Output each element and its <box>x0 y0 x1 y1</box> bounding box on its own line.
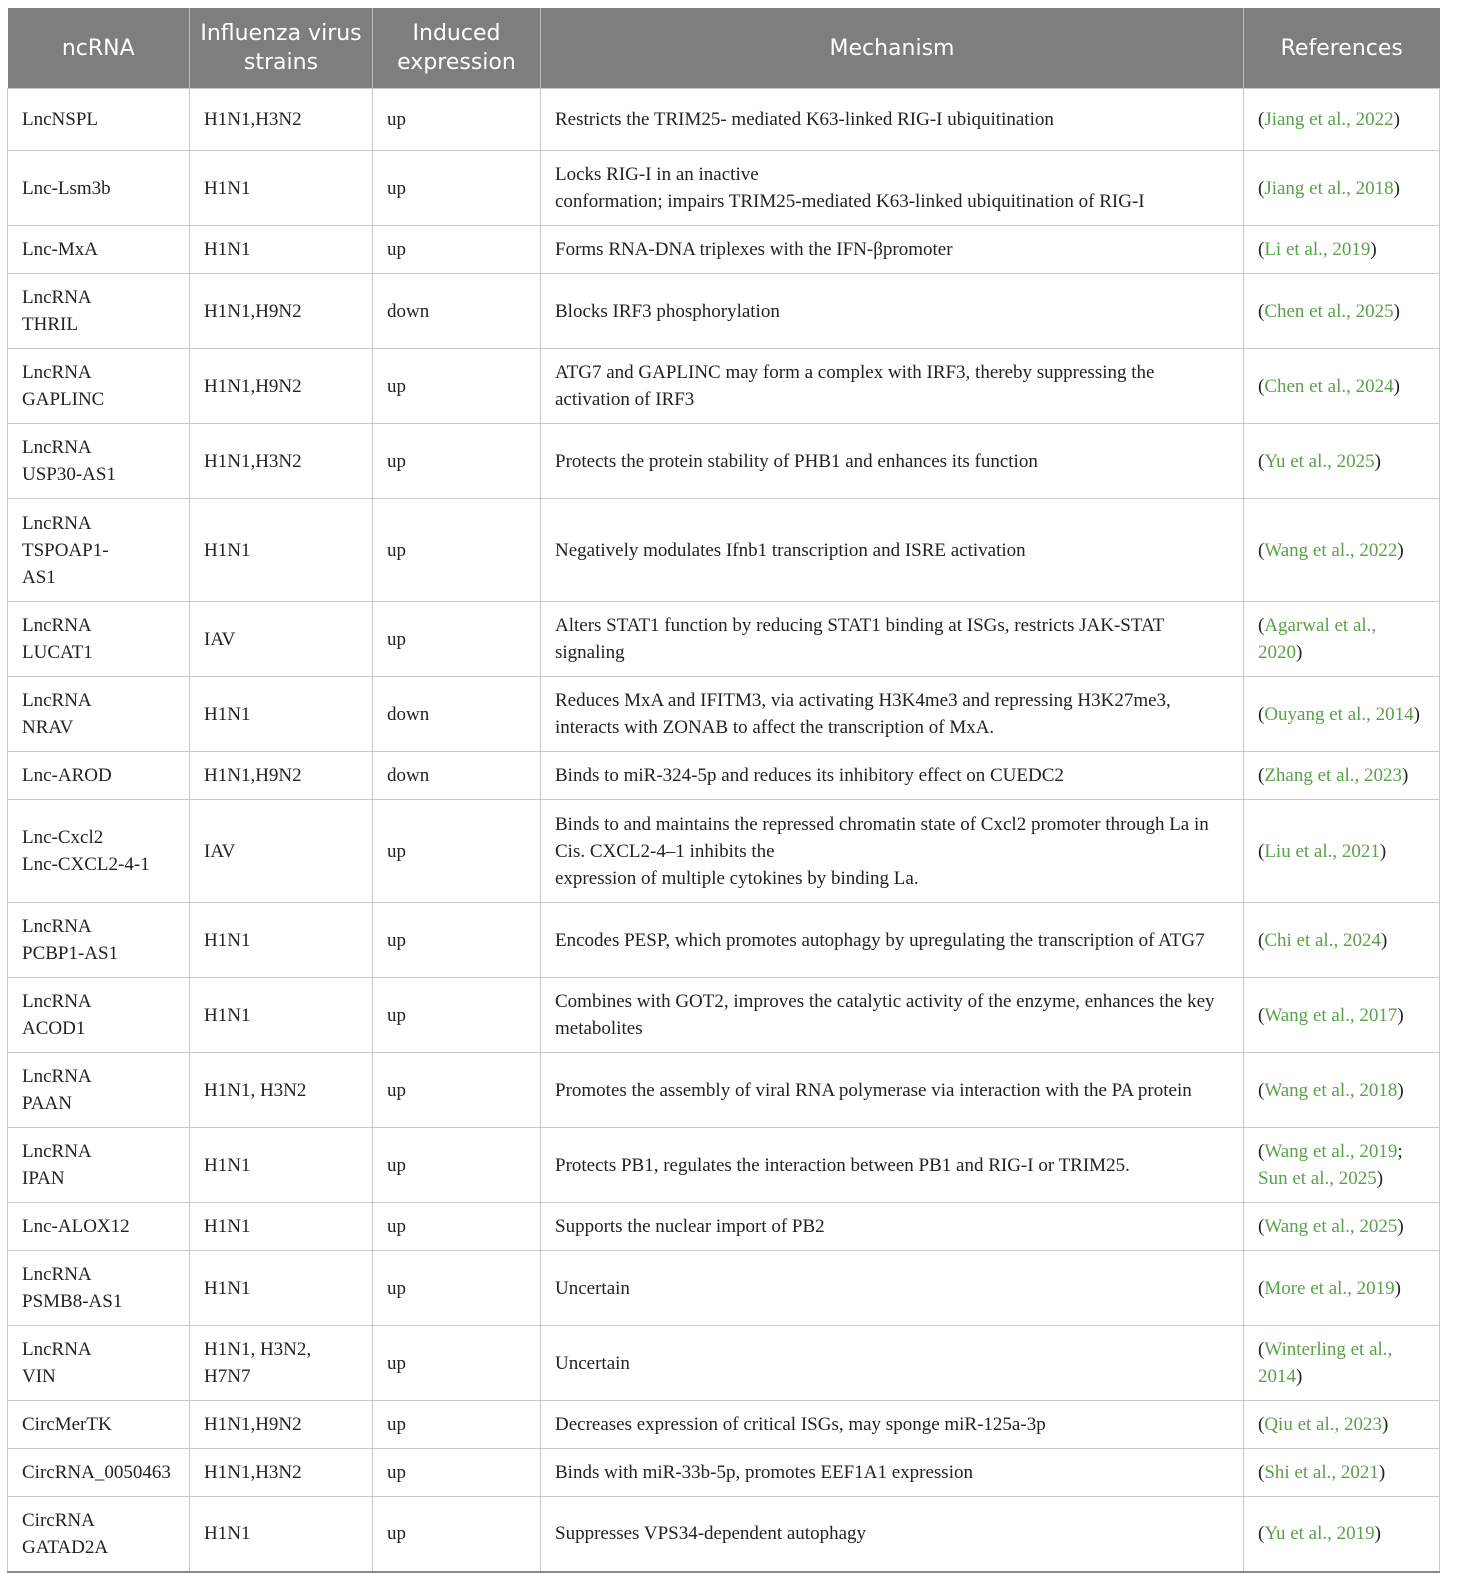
expression-cell: up <box>373 1203 541 1251</box>
ncrna-cell <box>8 226 190 274</box>
references-cell <box>1244 1053 1440 1128</box>
mechanism-line: Decreases expression of critical ISGs, may sponge miR-125a-3p <box>555 1414 1046 1435</box>
mechanism-line: Alters STAT1 function by reducing STAT1 binding at ISGs, restricts JAK-STAT signaling <box>555 615 1164 663</box>
paren-close: ) <box>1370 239 1377 260</box>
ncrna-line: LncRNA <box>22 437 92 458</box>
ncrna-line: PSMB8-AS1 <box>22 1291 123 1312</box>
reference-link[interactable]: Sun et al., 2025 <box>1258 1168 1377 1189</box>
ncrna-line: LncRNA <box>22 916 92 937</box>
mechanism-line: Combines with GOT2, improves the catalytic activity of the enzyme, enhances the key metabolites <box>555 991 1215 1039</box>
mechanism-cell <box>541 1449 1244 1497</box>
ncrna-line: USP30-AS1 <box>22 464 116 485</box>
paren-open: ( <box>1258 1277 1265 1299</box>
references-cell <box>1244 677 1440 752</box>
ncrna-cell <box>8 1128 190 1203</box>
mechanism-cell <box>541 1497 1244 1572</box>
references-cell <box>1244 89 1440 151</box>
expression-cell: up <box>373 978 541 1053</box>
ncrna-cell <box>8 903 190 978</box>
references-cell <box>1244 752 1440 800</box>
ncrna-line: LncRNA <box>22 512 92 534</box>
ncrna-line: CircRNA_0050463 <box>22 1462 171 1483</box>
reference-link[interactable]: Jiang et al., 2022 <box>1264 109 1394 130</box>
strains-cell: H1N1,H3N2 <box>190 89 373 151</box>
references-cell <box>1244 1251 1440 1326</box>
ncrna-line: LncRNA <box>22 1141 92 1162</box>
mechanism-line: expression of multiple cytokines by binding La. <box>555 867 919 889</box>
mechanism-cell <box>541 424 1244 499</box>
ncrna-line: GATAD2A <box>22 1536 109 1558</box>
ncrna-line: CircRNA <box>22 1509 95 1531</box>
mechanism-cell <box>541 89 1244 151</box>
expression-cell: up <box>373 1449 541 1497</box>
table-row <box>8 1401 1440 1449</box>
mechanism-line: Supports the nuclear import of PB2 <box>555 1216 825 1237</box>
reference-link[interactable]: Ouyang et al., 2014 <box>1264 703 1414 725</box>
mechanism-line: Binds with miR-33b-5p, promotes EEF1A1 expression <box>555 1462 973 1483</box>
ncrna-line: NRAV <box>22 717 74 738</box>
expression-cell: up <box>373 1251 541 1326</box>
mechanism-cell <box>541 677 1244 752</box>
strains-cell: H1N1, H3N2, H7N7 <box>190 1326 373 1401</box>
reference-link[interactable]: Wang et al., 2019 <box>1264 1141 1398 1162</box>
mechanism-line: Restricts the TRIM25- mediated K63-linked RIG-I ubiquitination <box>555 109 1054 130</box>
paren-open: ( <box>1258 375 1265 397</box>
ncrna-line: LncRNA <box>22 615 92 636</box>
ncrna-line: ACOD1 <box>22 1018 86 1039</box>
table-row <box>8 978 1440 1053</box>
strains-cell: H1N1,H3N2 <box>190 424 373 499</box>
mechanism-cell <box>541 1401 1244 1449</box>
ncrna-line: LncRNA <box>22 362 92 383</box>
paren-open: ( <box>1258 1414 1265 1435</box>
ncrna-cell <box>8 978 190 1053</box>
ncrna-line: Lnc-ALOX12 <box>22 1216 130 1237</box>
strains-cell: H1N1 <box>190 903 373 978</box>
table-row <box>8 89 1440 151</box>
reference-link[interactable]: Yu et al., 2019 <box>1264 1523 1375 1545</box>
mechanism-cell <box>541 903 1244 978</box>
header-ncrna: ncRNA <box>8 8 190 89</box>
paren-open: ( <box>1258 239 1265 260</box>
expression-cell: up <box>373 499 541 602</box>
paren-close: ) <box>1413 703 1420 725</box>
ncrna-line: THRIL <box>22 314 78 335</box>
mechanism-cell <box>541 752 1244 800</box>
reference-link[interactable]: Li et al., 2019 <box>1264 239 1371 260</box>
paren-close: ) <box>1376 1168 1384 1189</box>
ncrna-line: GAPLINC <box>22 389 105 410</box>
ncrna-line: LncRNA <box>22 690 92 711</box>
mechanism-cell <box>541 1128 1244 1203</box>
mechanism-line: Protects PB1, regulates the interaction between PB1 and RIG-I or TRIM25. <box>555 1154 1130 1176</box>
mechanism-cell <box>541 1203 1244 1251</box>
paren-open: ( <box>1258 300 1265 322</box>
ncrna-cell <box>8 424 190 499</box>
references-cell <box>1244 349 1440 424</box>
paren-open: ( <box>1258 1523 1265 1545</box>
ncrna-cell <box>8 1326 190 1401</box>
ncrna-line: VIN <box>22 1366 56 1387</box>
ncrna-line: CircMerTK <box>22 1414 112 1435</box>
expression-cell: up <box>373 903 541 978</box>
references-cell <box>1244 424 1440 499</box>
table-body <box>8 89 1440 1572</box>
expression-cell: down <box>373 677 541 752</box>
table-row <box>8 752 1440 800</box>
expression-cell: up <box>373 349 541 424</box>
paren-close: ) <box>1378 1462 1386 1483</box>
mechanism-line: Uncertain <box>555 1352 630 1374</box>
ncrna-line: LUCAT1 <box>22 642 93 663</box>
paren-open: ( <box>1258 615 1265 636</box>
table-row <box>8 1449 1440 1497</box>
paren-open: ( <box>1258 1079 1265 1101</box>
paren-open: ( <box>1258 1141 1265 1162</box>
mechanism-line: Binds to and maintains the repressed chromatin state of Cxcl2 promoter through La in Cis. CXCL2-4–1 inhibits the <box>555 813 1209 862</box>
ncrna-line: LncRNA <box>22 287 92 308</box>
strains-cell: H1N1,H9N2 <box>190 752 373 800</box>
strains-cell: H1N1 <box>190 151 373 226</box>
mechanism-line: Uncertain <box>555 1277 630 1299</box>
mechanism-cell <box>541 349 1244 424</box>
reference-link[interactable]: Wang et al., 2022 <box>1264 539 1398 561</box>
ncrna-table <box>7 8 1440 1573</box>
table-row <box>8 499 1440 602</box>
paren-close: ) <box>1397 1079 1404 1101</box>
paren-close: ) <box>1382 1414 1389 1435</box>
paren-open: ( <box>1258 703 1265 725</box>
paren-close: ) <box>1296 1366 1303 1387</box>
strains-cell: H1N1 <box>190 499 373 602</box>
ncrna-line: LncRNA <box>22 991 92 1012</box>
paren-close: ) <box>1393 177 1400 199</box>
table-row <box>8 1203 1440 1251</box>
ncrna-cell <box>8 677 190 752</box>
strains-cell: H1N1, H3N2 <box>190 1053 373 1128</box>
ncrna-line: Lnc-MxA <box>22 239 98 260</box>
ncrna-line: LncRNA <box>22 1339 92 1360</box>
strains-cell: H1N1,H9N2 <box>190 1401 373 1449</box>
paren-open: ( <box>1258 1216 1265 1237</box>
mechanism-cell <box>541 602 1244 677</box>
expression-cell: up <box>373 151 541 226</box>
reference-link[interactable]: More et al., 2019 <box>1264 1277 1395 1299</box>
references-cell <box>1244 274 1440 349</box>
reference-link[interactable]: Zhang et al., 2023 <box>1264 765 1403 786</box>
paren-open: ( <box>1258 539 1265 561</box>
expression-cell: up <box>373 800 541 903</box>
paren-close: ) <box>1380 929 1388 951</box>
expression-cell: up <box>373 1497 541 1572</box>
paren-close: ) <box>1379 840 1387 862</box>
mechanism-line: Forms RNA-DNA triplexes with the IFN-βpromoter <box>555 239 953 260</box>
strains-cell: IAV <box>190 800 373 903</box>
references-cell <box>1244 1449 1440 1497</box>
mechanism-line: Reduces MxA and IFITM3, via activating H3K4me3 and repressing H3K27me3, interacts with ZONAB to affect the transcription of MxA. <box>555 690 1171 738</box>
strains-cell: H1N1 <box>190 677 373 752</box>
ncrna-cell <box>8 151 190 226</box>
reference-link[interactable]: Wang et al., 2018 <box>1264 1079 1398 1101</box>
mechanism-line: Binds to miR-324-5p and reduces its inhibitory effect on CUEDC2 <box>555 765 1064 786</box>
paren-close: ) <box>1397 1216 1404 1237</box>
references-cell <box>1244 903 1440 978</box>
strains-cell: H1N1,H9N2 <box>190 274 373 349</box>
expression-cell: up <box>373 424 541 499</box>
table-header <box>8 8 1440 89</box>
expression-cell: up <box>373 1401 541 1449</box>
mechanism-cell <box>541 1326 1244 1401</box>
mechanism-cell <box>541 978 1244 1053</box>
references-cell <box>1244 978 1440 1053</box>
references-cell <box>1244 1326 1440 1401</box>
expression-cell: up <box>373 89 541 151</box>
mechanism-line: Negatively modulates Ifnb1 transcription and ISRE activation <box>555 539 1026 561</box>
ncrna-cell <box>8 89 190 151</box>
paren-open: ( <box>1258 177 1265 199</box>
paren-close: ) <box>1296 642 1303 663</box>
mechanism-cell <box>541 1053 1244 1128</box>
ncrna-cell <box>8 1203 190 1251</box>
expression-cell: up <box>373 1128 541 1203</box>
paren-close: ) <box>1374 1523 1381 1545</box>
expression-cell: up <box>373 602 541 677</box>
paren-open: ( <box>1258 450 1265 472</box>
reference-link[interactable]: Winterling et al., 2014 <box>1258 1339 1393 1387</box>
mechanism-line: Blocks IRF3 phosphorylation <box>555 300 780 322</box>
mechanism-line: Promotes the assembly of viral RNA polymerase via interaction with the PA protein <box>555 1079 1192 1101</box>
header-expression: Induced expression <box>373 8 541 89</box>
ncrna-cell <box>8 1497 190 1572</box>
mechanism-line: conformation; impairs TRIM25-mediated K63-linked ubiquitination of RIG-I <box>555 191 1145 212</box>
references-cell <box>1244 800 1440 903</box>
paren-close: ) <box>1393 109 1400 130</box>
paren-open: ( <box>1258 929 1265 951</box>
ncrna-cell <box>8 1251 190 1326</box>
paren-open: ( <box>1258 840 1265 862</box>
reference-link[interactable]: Jiang et al., 2018 <box>1264 177 1394 199</box>
ncrna-line: IPAN <box>22 1168 65 1189</box>
ncrna-line: Lnc-Lsm3b <box>22 177 111 199</box>
strains-cell: H1N1 <box>190 978 373 1053</box>
header-strains: Influenza virus strains <box>190 8 373 89</box>
ncrna-line: LncRNA <box>22 1066 92 1087</box>
reference-link[interactable]: Qiu et al., 2023 <box>1264 1414 1383 1435</box>
mechanism-line: Locks RIG-I in an inactive <box>555 164 759 185</box>
table-row <box>8 151 1440 226</box>
mechanism-line: Encodes PESP, which promotes autophagy by upregulating the transcription of ATG7 <box>555 929 1205 951</box>
strains-cell: H1N1,H3N2 <box>190 1449 373 1497</box>
references-cell <box>1244 1497 1440 1572</box>
ncrna-cell <box>8 602 190 677</box>
references-cell <box>1244 1401 1440 1449</box>
header-mechanism: Mechanism <box>541 8 1244 89</box>
table-row <box>8 1326 1440 1401</box>
strains-cell: H1N1 <box>190 226 373 274</box>
ncrna-cell <box>8 499 190 602</box>
reference-link[interactable]: Wang et al., 2025 <box>1264 1216 1398 1237</box>
reference-link[interactable]: Agarwal et al., 2020 <box>1258 615 1377 663</box>
table-row <box>8 1251 1440 1326</box>
mechanism-cell <box>541 800 1244 903</box>
strains-cell: H1N1 <box>190 1251 373 1326</box>
ncrna-line: PCBP1-AS1 <box>22 943 119 964</box>
references-cell <box>1244 151 1440 226</box>
expression-cell: down <box>373 752 541 800</box>
reference-link[interactable]: Wang et al., 2017 <box>1264 1004 1398 1026</box>
paren-close: ) <box>1397 1004 1404 1026</box>
mechanism-cell <box>541 1251 1244 1326</box>
table-row <box>8 349 1440 424</box>
reference-link[interactable]: Yu et al., 2025 <box>1264 450 1375 472</box>
ncrna-cell <box>8 1449 190 1497</box>
paren-close: ) <box>1402 765 1409 786</box>
ncrna-line: LncRNA <box>22 1264 92 1285</box>
references-cell <box>1244 226 1440 274</box>
strains-cell: H1N1 <box>190 1203 373 1251</box>
table-row <box>8 903 1440 978</box>
table-row <box>8 677 1440 752</box>
paren-open: ( <box>1258 1462 1265 1483</box>
reference-link[interactable]: Chen et al., 2025 <box>1264 300 1394 322</box>
table-row <box>8 800 1440 903</box>
strains-cell: IAV <box>190 602 373 677</box>
expression-cell: up <box>373 1053 541 1128</box>
paren-close: ) <box>1393 300 1400 322</box>
paren-open: ( <box>1258 109 1265 130</box>
table-row <box>8 274 1440 349</box>
table-row <box>8 424 1440 499</box>
table-row <box>8 1497 1440 1572</box>
paren-open: ( <box>1258 765 1265 786</box>
references-cell <box>1244 1203 1440 1251</box>
reference-link[interactable]: Chi et al., 2024 <box>1264 929 1381 951</box>
paren-close: ) <box>1397 539 1404 561</box>
mechanism-cell <box>541 226 1244 274</box>
ncrna-line: Lnc-AROD <box>22 765 112 786</box>
header-row <box>8 8 1440 89</box>
paren-close: ) <box>1394 1277 1401 1299</box>
strains-cell: H1N1 <box>190 1497 373 1572</box>
table-row <box>8 1053 1440 1128</box>
table-row <box>8 1128 1440 1203</box>
mechanism-cell <box>541 151 1244 226</box>
ncrna-cell <box>8 1401 190 1449</box>
references-cell <box>1244 1128 1440 1203</box>
ncrna-cell <box>8 800 190 903</box>
ncrna-line: LncNSPL <box>22 109 98 130</box>
expression-cell: up <box>373 1326 541 1401</box>
ncrna-line: PAAN <box>22 1093 72 1114</box>
mechanism-line: Suppresses VPS34-dependent autophagy <box>555 1523 867 1545</box>
mechanism-cell <box>541 499 1244 602</box>
mechanism-line: ATG7 and GAPLINC may form a complex with IRF3, thereby suppressing the activation of IRF3 <box>555 362 1155 410</box>
header-references: References <box>1244 8 1440 89</box>
ncrna-line: TSPOAP1- <box>22 539 109 561</box>
paren-close: ) <box>1374 450 1381 472</box>
expression-cell: up <box>373 226 541 274</box>
ncrna-line: AS1 <box>22 566 56 588</box>
ncrna-cell <box>8 349 190 424</box>
paren-close: ) <box>1393 375 1400 397</box>
ncrna-cell <box>8 752 190 800</box>
reference-link[interactable]: Liu et al., 2021 <box>1264 840 1380 862</box>
strains-cell: H1N1 <box>190 1128 373 1203</box>
strains-cell: H1N1,H9N2 <box>190 349 373 424</box>
ncrna-line: Lnc-CXCL2-4-1 <box>22 854 150 875</box>
ncrna-cell <box>8 274 190 349</box>
separator: ; <box>1397 1141 1403 1162</box>
ncrna-cell <box>8 1053 190 1128</box>
reference-link[interactable]: Shi et al., 2021 <box>1264 1462 1379 1483</box>
paren-open: ( <box>1258 1339 1265 1360</box>
table-row <box>8 226 1440 274</box>
reference-link[interactable]: Chen et al., 2024 <box>1264 375 1394 397</box>
mechanism-cell <box>541 274 1244 349</box>
mechanism-line: Protects the protein stability of PHB1 and enhances its function <box>555 450 1038 472</box>
references-cell <box>1244 602 1440 677</box>
table-row <box>8 602 1440 677</box>
expression-cell: down <box>373 274 541 349</box>
paren-open: ( <box>1258 1004 1265 1026</box>
ncrna-line: Lnc-Cxcl2 <box>22 827 104 848</box>
references-cell <box>1244 499 1440 602</box>
